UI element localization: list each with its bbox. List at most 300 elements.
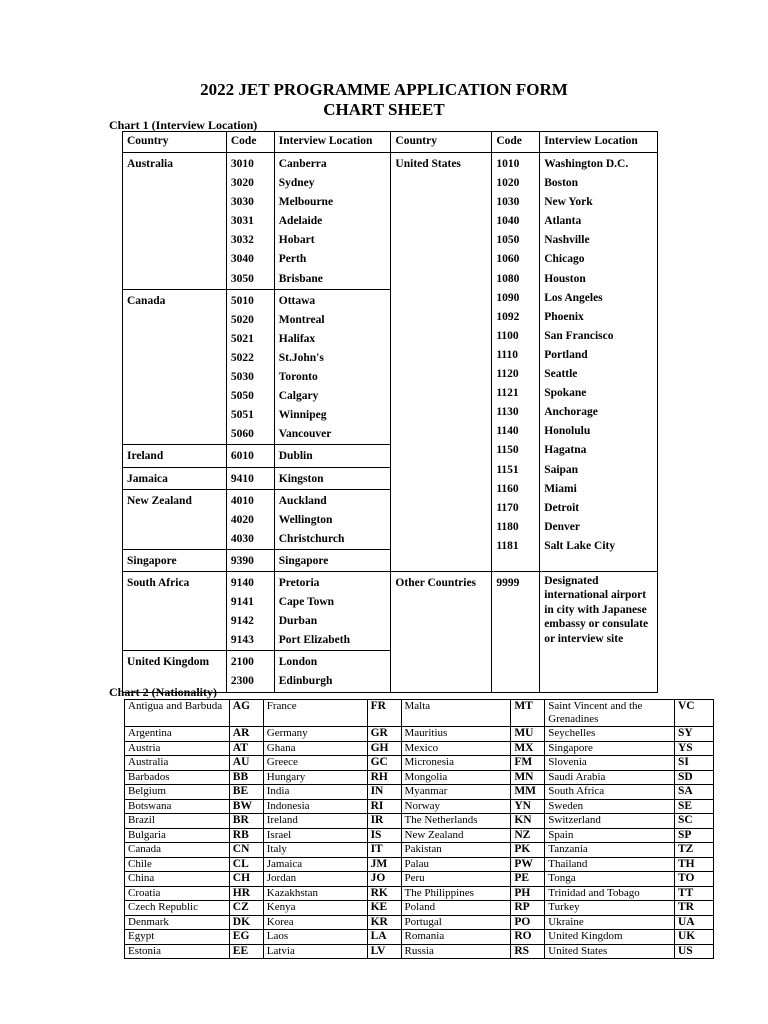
location-value: Denver (544, 520, 580, 533)
nationality-country: Bulgaria (125, 828, 230, 843)
nationality-country: Trinidad and Tobago (545, 886, 675, 901)
nationality-code: CN (229, 843, 263, 858)
nationality-code: TH (675, 857, 714, 872)
country-name: United States (395, 158, 461, 170)
nationality-code: IN (367, 785, 401, 800)
nationality-country: Australia (125, 756, 230, 771)
nationality-country: China (125, 872, 230, 887)
nationality-country: Romania (401, 930, 511, 945)
nationality-country: South Africa (545, 785, 675, 800)
country-name: Canada (127, 294, 166, 307)
code-value: 1050 (496, 234, 520, 247)
nationality-code: MU (511, 727, 545, 742)
nationality-code: UA (675, 915, 714, 930)
country-name: Ireland (127, 450, 164, 463)
table-row (125, 930, 714, 945)
nationality-country: Poland (401, 901, 511, 916)
nationality-code: CH (229, 872, 263, 887)
nationality-code: UK (675, 930, 714, 945)
country-cell (123, 289, 227, 445)
nationality-country: Myanmar (401, 785, 511, 800)
location-value: Hagatna (544, 444, 587, 457)
column-header: Country (391, 132, 492, 153)
code-value: 1180 (496, 520, 519, 533)
location-value: Toronto (278, 371, 318, 384)
code-value: 3020 (230, 177, 254, 190)
nationality-code: AG (229, 700, 263, 727)
nationality-code: PH (511, 886, 545, 901)
location-cell (540, 571, 658, 692)
nationality-code: YN (511, 799, 545, 814)
country-cell (391, 571, 492, 692)
nationality-code: DK (229, 915, 263, 930)
nationality-code: GR (367, 727, 401, 742)
location-value: Pretoria (278, 576, 320, 589)
code-value: 3050 (230, 272, 254, 285)
code-cell (226, 153, 274, 290)
location-value: Durban (278, 615, 318, 628)
nationality-code: RH (367, 770, 401, 785)
nationality-code: LA (367, 930, 401, 945)
nationality-code: PW (511, 857, 545, 872)
nationality-code: IR (367, 814, 401, 829)
table-row (123, 153, 658, 290)
location-value: Halifax (278, 332, 316, 345)
nationality-country: Jordan (263, 872, 367, 887)
location-value: Canberra (278, 158, 327, 170)
nationality-country: France (263, 700, 367, 727)
nationality-code: KR (367, 915, 401, 930)
location-cell (274, 467, 391, 489)
country-cell (391, 153, 492, 572)
location-cell (540, 153, 658, 572)
nationality-code: NZ (511, 828, 545, 843)
nationality-code: FM (511, 756, 545, 771)
nationality-country: Denmark (125, 915, 230, 930)
nationality-code: SY (675, 727, 714, 742)
nationality-code: JM (367, 857, 401, 872)
nationality-country: Mongolia (401, 770, 511, 785)
code-cell (226, 445, 274, 467)
interview-location-table (122, 131, 658, 693)
location-cell (274, 651, 391, 692)
nationality-country: Kazakhstan (263, 886, 367, 901)
nationality-code: JO (367, 872, 401, 887)
code-value: 1140 (496, 425, 519, 438)
nationality-code: TO (675, 872, 714, 887)
code-value: 1160 (496, 482, 519, 495)
table-row (123, 571, 658, 650)
nationality-country: Norway (401, 799, 511, 814)
code-value: 1151 (496, 463, 519, 476)
location-value: Sydney (278, 177, 315, 190)
nationality-code: RO (511, 930, 545, 945)
nationality-code: GC (367, 756, 401, 771)
column-header: Code (226, 132, 274, 153)
country-name: New Zealand (127, 494, 192, 507)
code-value: 5060 (230, 428, 254, 441)
nationality-country: Czech Republic (125, 901, 230, 916)
table-row (125, 872, 714, 887)
code-value: 9142 (230, 615, 254, 628)
nationality-code: RS (511, 944, 545, 959)
location-value: Honolulu (544, 425, 591, 438)
location-value: Winnipeg (278, 409, 327, 422)
location-cell (274, 489, 391, 549)
location-value: Calgary (278, 390, 319, 403)
nationality-country: Saudi Arabia (545, 770, 675, 785)
table-row (125, 843, 714, 858)
nationality-country: Croatia (125, 886, 230, 901)
nationality-code: TZ (675, 843, 714, 858)
location-value: Los Angeles (544, 291, 603, 304)
code-cell (226, 571, 274, 650)
country-cell (123, 549, 227, 571)
column-header: Interview Location (274, 132, 391, 153)
code-value: 9141 (230, 596, 254, 609)
nationality-code: KE (367, 901, 401, 916)
nationality-code: MX (511, 741, 545, 756)
location-value: Spokane (544, 387, 587, 400)
nationality-country: Portugal (401, 915, 511, 930)
nationality-country: Botswana (125, 799, 230, 814)
nationality-code: VC (675, 700, 714, 727)
nationality-code: EE (229, 944, 263, 959)
nationality-country: Palau (401, 857, 511, 872)
nationality-country: Spain (545, 828, 675, 843)
nationality-code: MT (511, 700, 545, 727)
chart2-label: Chart 2 (Nationality) (109, 685, 217, 699)
nationality-code: AT (229, 741, 263, 756)
location-value: Perth (278, 253, 307, 266)
code-value: 1120 (496, 368, 519, 381)
nationality-country: Brazil (125, 814, 230, 829)
nationality-country: Tanzania (545, 843, 675, 858)
code-value: 1040 (496, 215, 520, 228)
code-value: 1060 (496, 253, 520, 266)
nationality-country: Austria (125, 741, 230, 756)
form-title: 2022 JET PROGRAMME APPLICATION FORM (200, 80, 568, 99)
nationality-country: The Netherlands (401, 814, 511, 829)
location-value: Portland (544, 348, 588, 361)
country-name: United Kingdom (127, 656, 210, 669)
nationality-code: AR (229, 727, 263, 742)
nationality-country: Germany (263, 727, 367, 742)
nationality-country: The Philippines (401, 886, 511, 901)
location-value: Salt Lake City (544, 539, 616, 552)
location-value: Adelaide (278, 215, 323, 228)
code-value: 1181 (496, 539, 519, 552)
country-name: Other Countries (395, 576, 477, 589)
country-name: Singapore (127, 554, 177, 567)
nationality-country: Antigua and Barbuda (125, 700, 230, 727)
location-value: Kingston (278, 472, 324, 485)
code-value: 5030 (230, 371, 254, 384)
code-value: 1020 (496, 177, 520, 190)
location-cell (274, 549, 391, 571)
nationality-country: Malta (401, 700, 511, 727)
nationality-country: Italy (263, 843, 367, 858)
code-value: 2300 (230, 675, 254, 688)
nationality-country: Ukraine (545, 915, 675, 930)
location-value: Houston (544, 272, 586, 285)
code-value: 9143 (230, 634, 254, 647)
location-value: San Francisco (544, 329, 614, 342)
nationality-country: Canada (125, 843, 230, 858)
nationality-code: SE (675, 799, 714, 814)
nationality-country: Peru (401, 872, 511, 887)
location-cell (274, 289, 391, 445)
country-name: Australia (127, 158, 173, 170)
nationality-country: Singapore (545, 741, 675, 756)
location-value: Atlanta (544, 215, 582, 228)
location-cell (274, 153, 391, 290)
location-value: Montreal (278, 313, 325, 326)
table-row (125, 741, 714, 756)
code-value: 5021 (230, 332, 254, 345)
code-value: 9390 (230, 554, 254, 567)
nationality-country: United States (545, 944, 675, 959)
location-value: Anchorage (544, 406, 598, 419)
table-row (125, 799, 714, 814)
location-value: Brisbane (278, 272, 323, 285)
code-value: 3032 (230, 234, 254, 247)
nationality-country: Korea (263, 915, 367, 930)
nationality-code: KN (511, 814, 545, 829)
code-value: 1121 (496, 387, 519, 400)
table-row (125, 727, 714, 742)
table-row (125, 700, 714, 727)
nationality-country: Switzerland (545, 814, 675, 829)
country-cell (123, 153, 227, 290)
nationality-code: AU (229, 756, 263, 771)
location-value: St.John's (278, 351, 324, 364)
nationality-code: HR (229, 886, 263, 901)
nationality-code: RP (511, 901, 545, 916)
nationality-country: Turkey (545, 901, 675, 916)
country-name: Jamaica (127, 472, 168, 485)
nationality-code: CL (229, 857, 263, 872)
nationality-code: EG (229, 930, 263, 945)
table-row (125, 756, 714, 771)
code-value: 1130 (496, 406, 519, 419)
code-value: 5051 (230, 409, 254, 422)
nationality-code: BB (229, 770, 263, 785)
table-row (125, 857, 714, 872)
country-cell (123, 445, 227, 467)
location-value: Designated international airport in city with Japanese embassy or consulate or interview site (544, 574, 649, 645)
nationality-country: Egypt (125, 930, 230, 945)
code-value: 9410 (230, 472, 254, 485)
nationality-country: Thailand (545, 857, 675, 872)
location-value: Melbourne (278, 196, 334, 209)
nationality-country: United Kingdom (545, 930, 675, 945)
nationality-code: TR (675, 901, 714, 916)
code-value: 4020 (230, 513, 254, 526)
nationality-code: BE (229, 785, 263, 800)
location-value: Hobart (278, 234, 315, 247)
location-value: New York (544, 196, 593, 209)
country-cell (123, 489, 227, 549)
code-value: 5050 (230, 390, 254, 403)
code-cell (226, 549, 274, 571)
chart1-label: Chart 1 (Interview Location) (109, 118, 258, 132)
code-value: 3040 (230, 253, 254, 266)
nationality-code: FR (367, 700, 401, 727)
table-row (125, 944, 714, 959)
location-value: Ottawa (278, 294, 316, 307)
nationality-code: PK (511, 843, 545, 858)
nationality-country: Latvia (263, 944, 367, 959)
location-value: Port Elizabeth (278, 634, 350, 647)
code-value: 1170 (496, 501, 519, 514)
code-value: 1110 (496, 348, 519, 361)
location-value: Phoenix (544, 310, 584, 323)
nationality-code: BW (229, 799, 263, 814)
location-value: London (278, 656, 318, 669)
location-value: Edinburgh (278, 675, 333, 688)
nationality-code: PO (511, 915, 545, 930)
nationality-code: LV (367, 944, 401, 959)
nationality-country: Estonia (125, 944, 230, 959)
location-value: Auckland (278, 494, 327, 507)
nationality-country: Belgium (125, 785, 230, 800)
table-row (125, 915, 714, 930)
nationality-country: Argentina (125, 727, 230, 742)
nationality-code: MM (511, 785, 545, 800)
nationality-country: Ghana (263, 741, 367, 756)
location-value: Vancouver (278, 428, 332, 441)
nationality-code: IT (367, 843, 401, 858)
code-value: 1090 (496, 291, 520, 304)
form-subtitle: CHART SHEET (323, 100, 445, 119)
nationality-country: Hungary (263, 770, 367, 785)
nationality-code: SD (675, 770, 714, 785)
nationality-code: TT (675, 886, 714, 901)
nationality-code: PE (511, 872, 545, 887)
country-name: South Africa (127, 576, 190, 589)
nationality-country: Saint Vincent and the Grenadines (545, 700, 675, 727)
location-value: Saipan (544, 463, 579, 476)
nationality-country: Greece (263, 756, 367, 771)
code-cell (492, 571, 540, 692)
location-cell (274, 445, 391, 467)
location-cell (274, 571, 391, 650)
nationality-country: Barbados (125, 770, 230, 785)
nationality-country: India (263, 785, 367, 800)
location-value: Miami (544, 482, 577, 495)
table-row (125, 770, 714, 785)
table-row (125, 886, 714, 901)
nationality-country: Ireland (263, 814, 367, 829)
code-value: 5020 (230, 313, 254, 326)
code-value: 1092 (496, 310, 520, 323)
code-cell (226, 489, 274, 549)
table-row (125, 814, 714, 829)
code-cell (492, 153, 540, 572)
code-value: 3010 (230, 158, 254, 170)
code-cell (226, 467, 274, 489)
country-cell (123, 571, 227, 650)
code-value: 1010 (496, 158, 520, 170)
nationality-table (124, 699, 714, 959)
code-cell (226, 651, 274, 692)
nationality-code: US (675, 944, 714, 959)
nationality-code: CZ (229, 901, 263, 916)
nationality-country: Laos (263, 930, 367, 945)
column-header: Code (492, 132, 540, 153)
code-value: 4030 (230, 532, 254, 545)
code-value: 9140 (230, 576, 254, 589)
nationality-code: BR (229, 814, 263, 829)
table-row (125, 828, 714, 843)
table-row (125, 785, 714, 800)
code-value: 1150 (496, 444, 519, 457)
location-value: Detroit (544, 501, 580, 514)
nationality-country: Mauritius (401, 727, 511, 742)
nationality-country: Micronesia (401, 756, 511, 771)
location-value: Seattle (544, 368, 578, 381)
country-cell (123, 467, 227, 489)
nationality-country: New Zealand (401, 828, 511, 843)
nationality-code: YS (675, 741, 714, 756)
nationality-code: IS (367, 828, 401, 843)
location-value: Boston (544, 177, 579, 190)
nationality-country: Chile (125, 857, 230, 872)
nationality-code: MN (511, 770, 545, 785)
code-value: 1080 (496, 272, 520, 285)
nationality-code: RK (367, 886, 401, 901)
location-value: Singapore (278, 554, 329, 567)
nationality-country: Russia (401, 944, 511, 959)
nationality-code: SI (675, 756, 714, 771)
nationality-country: Indonesia (263, 799, 367, 814)
column-header: Country (123, 132, 227, 153)
nationality-country: Mexico (401, 741, 511, 756)
nationality-code: SP (675, 828, 714, 843)
nationality-code: RB (229, 828, 263, 843)
nationality-code: SC (675, 814, 714, 829)
location-value: Wellington (278, 513, 333, 526)
nationality-country: Tonga (545, 872, 675, 887)
nationality-code: SA (675, 785, 714, 800)
location-value: Nashville (544, 234, 590, 247)
code-value: 1030 (496, 196, 520, 209)
nationality-country: Pakistan (401, 843, 511, 858)
nationality-country: Jamaica (263, 857, 367, 872)
location-value: Cape Town (278, 596, 335, 609)
nationality-code: RI (367, 799, 401, 814)
code-value: 4010 (230, 494, 254, 507)
code-value: 5022 (230, 351, 254, 364)
code-value: 6010 (230, 450, 254, 463)
code-value: 3031 (230, 215, 254, 228)
location-value: Chicago (544, 253, 585, 266)
code-value: 2100 (230, 656, 254, 669)
nationality-country: Israel (263, 828, 367, 843)
nationality-code: GH (367, 741, 401, 756)
nationality-country: Slovenia (545, 756, 675, 771)
code-cell (226, 289, 274, 445)
code-value: 1100 (496, 329, 519, 342)
code-value: 9999 (496, 576, 520, 589)
column-header: Interview Location (540, 132, 658, 153)
nationality-country: Kenya (263, 901, 367, 916)
code-value: 3030 (230, 196, 254, 209)
table-row (125, 901, 714, 916)
location-value: Dublin (278, 450, 313, 463)
nationality-country: Sweden (545, 799, 675, 814)
